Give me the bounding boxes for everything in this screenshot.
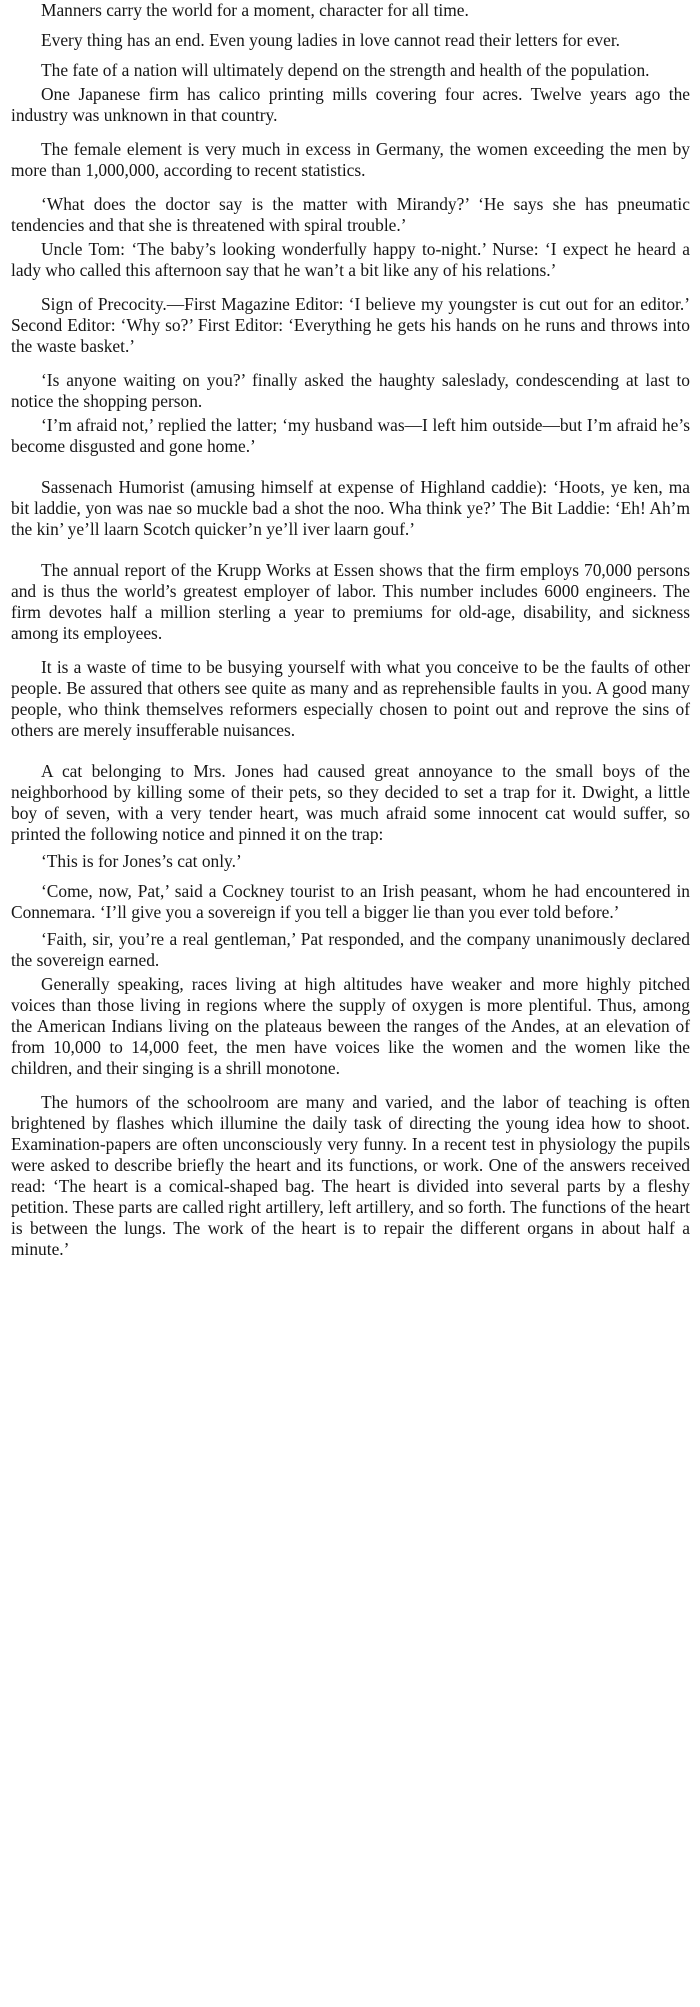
paragraph-waste-of-time: It is a waste of time to be busying yourself with what you conceive to be the faults of other people. Be assured that others see quite as many and as reprehensible faults in you. A good many people, who think themselves reformers especially chosen to point out and reprove the sins of others are merely insufferable nuisances.: [11, 657, 690, 740]
paragraph-krupp: The annual report of the Krupp Works at Essen shows that the firm employs 70,000 persons and is thus the world’s greatest employer of labor. This number includes 6000 engineers. The firm devotes half a million sterling a year to premiums for old-age, disability, and sickness among its employees.: [11, 560, 690, 643]
paragraph-japanese-firm: One Japanese firm has calico printing mills covering four acres. Twelve years ago the industry was unknown in that country.: [11, 84, 690, 125]
paragraph-saleslady: ‘Is anyone waiting on you?’ finally asked the haughty saleslady, condescending at last to notice the shopping person.: [11, 370, 690, 411]
paragraph-uncle-tom: Uncle Tom: ‘The baby’s looking wonderfully happy to-night.’ Nurse: ‘I expect he heard a lady who called this afternoon say that he wan’t a bit like any of his relations.’: [11, 239, 690, 280]
paragraph-precocity: Sign of Precocity.—First Magazine Editor: ‘I believe my youngster is cut out for an editor.’ Second Editor: ‘Why so?’ First Editor: ‘Everything he gets his hands on he runs and throws into the waste basket.’: [11, 294, 690, 356]
paragraph-pat-cockney: ‘Come, now, Pat,’ said a Cockney tourist to an Irish peasant, whom he had encountered in Connemara. ‘I’ll give you a sovereign if you tell a bigger lie than you ever told before.’: [11, 881, 690, 922]
paragraph-jones-cat: A cat belonging to Mrs. Jones had caused great annoyance to the small boys of the neighborhood by killing some of their pets, so they decided to set a trap for it. Dwight, a little boy of seven, with a very tender heart, was much afraid some innocent cat would suffer, so printed the following notice and pinned it on the trap:: [11, 761, 690, 844]
paragraph-schoolroom: The humors of the schoolroom are many and varied, and the labor of teaching is often brightened by flashes which illumine the daily task of directing the young idea how to shoot. Examination-papers are often unconsciously very funny. In a recent test in physiology the pupils were asked to describe briefly the heart and its functions, or work. One of the answers received read: ‘The heart is a comical-shaped bag. The heart is divided into several parts by a fleshy petition. These parts are called right artillery, left artillery, and so forth. The functions of the heart is between the lungs. The work of the heart is to repair the different organs in about half a minute.’: [11, 1092, 690, 1259]
paragraph-female-element: The female element is very much in excess in Germany, the women exceeding the men by more than 1,000,000, according to recent statistics.: [11, 139, 690, 180]
paragraph-afraid-not: ‘I’m afraid not,’ replied the latter; ‘my husband was—I left him outside—but I’m afraid he’s become disgusted and gone home.’: [11, 415, 690, 456]
paragraph-mirandy: ‘What does the doctor say is the matter with Mirandy?’ ‘He says she has pneumatic tendencies and that she is threatened with spiral trouble.’: [11, 194, 690, 235]
paragraph-manners: Manners carry the world for a moment, character for all time.: [41, 0, 469, 20]
paragraph-high-altitudes: Generally speaking, races living at high altitudes have weaker and more highly pitched voices than those living in regions where the supply of oxygen is more plentiful. Thus, among the American Indians living on the plateaus beween the ranges of the Andes, at an elevation of from 10,000 to 14,000 feet, the men have voices like the women and the women like the children, and their singing is a shrill monotone.: [11, 974, 690, 1078]
paragraph-sassenach: Sassenach Humorist (amusing himself at expense of Highland caddie): ‘Hoots, ye ken, ma bit laddie, yon was nae so muckle bad a shot the noo. Wha think ye?’ The Bit Laddie: ‘Eh! Ah’m the kin’ ye’ll laarn Scotch quicker’n ye’ll iver laarn gouf.’: [11, 477, 690, 539]
paragraph-every-thing: Every thing has an end. Even young ladies in love cannot read their letters for ever.: [41, 30, 621, 50]
paragraph-fate-of-nation: The fate of a nation will ultimately depend on the strength and health of the population.: [41, 60, 650, 80]
paragraph-pat-response: ‘Faith, sir, you’re a real gentleman,’ Pat responded, and the company unanimously declared the sovereign earned.: [11, 929, 690, 970]
paragraph-trap-notice: ‘This is for Jones’s cat only.’: [41, 851, 242, 871]
